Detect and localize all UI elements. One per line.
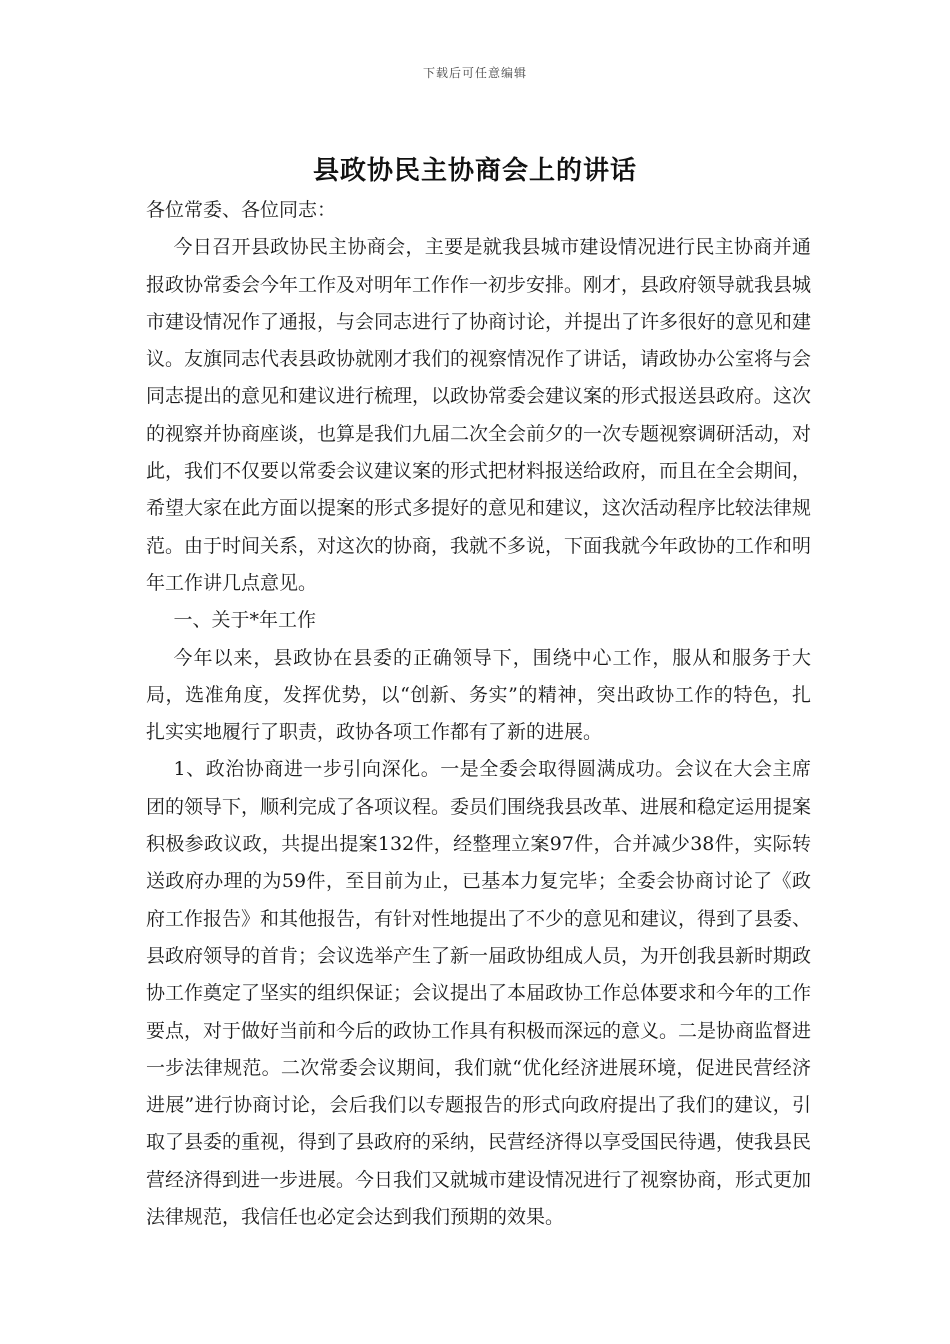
- salutation: 各位常委、各位同志：: [146, 199, 337, 221]
- paragraph-opening: 今日召开县政协民主协商会，主要是就我县城市建设情况进行民主协商并通报政协常委会今年工作及对明年工作作一初步安排。刚才，县政府领导就我县城市建设情况作了通报，与会同志进行了协商讨论，并提出了许多很好的意见和建议。友旗同志代表县政协就刚才我们的视察情况作了讲话，请政协办公室将与会同志提出的意见和建议进行梳理，以政协常委会建议案的形式报送县政府。这次的视察并协商座谈，也算是我们九届二次全会前夕的一次专题视察调研活动，对此，我们不仅要以常委会议建议案的形式把材料报送给政府，而且在全会期间，希望大家在此方面以提案的形式多提好的意见和建议，这次活动程序比较法律规范。由于时间关系，对这次的协商，我就不多说，下面我就今年政协的工作和明年工作讲几点意见。: [146, 236, 812, 594]
- document-title: 县政协民主协商会上的讲话: [312, 156, 637, 186]
- document-body: [146, 192, 811, 1236]
- section-heading: 一、关于*年工作: [173, 609, 317, 632]
- header-note: 下载后可任意编辑: [422, 66, 527, 80]
- paragraph-overview: 今年以来，县政协在县委的正确领导下，围绕中心工作，服从和服务于大局，选准角度，发挥优势，以“创新、务实”的精神，突出政协工作的特色，扎扎实实地履行了职责，政协各项工作都有了新的进展。: [146, 646, 811, 744]
- paragraph-political-consultation: 1、政治协商进一步引向深化。一是全委会取得圆满成功。会议在大会主席团的领导下，顺利完成了各项议程。委员们围绕我县改革、进展和稳定运用提案积极参政议政，共提出提案132件，经整理立案97件，合并减少38件，实际转送政府办理的为59件，至目前为止，已基本力复完毕；全委会协商讨论了《政府工作报告》和其他报告，有针对性地提出了不少的意见和建议，得到了县委、县政府领导的首肯；会议选举产生了新一届政协组成人员，为开创我县新时期政协工作奠定了坚实的组织保证；会议提出了本届政协工作总体要求和今年的工作要点，对于做好当前和今后的政协工作具有积极而深远的意义。二是协商监督进一步法律规范。二次常委会议期间，我们就“优化经济进展环境，促进民营经济进展”进行协商讨论，会后我们以专题报告的形式向政府提出了我们的建议，引取了县委的重视，得到了县政府的采纳，民营经济得以享受国民待遇，使我县民营经济得到进一步进展。今日我们又就城市建设情况进行了视察协商，形式更加法律规范，我信任也必定会达到我们预期的效果。: [146, 758, 812, 1229]
